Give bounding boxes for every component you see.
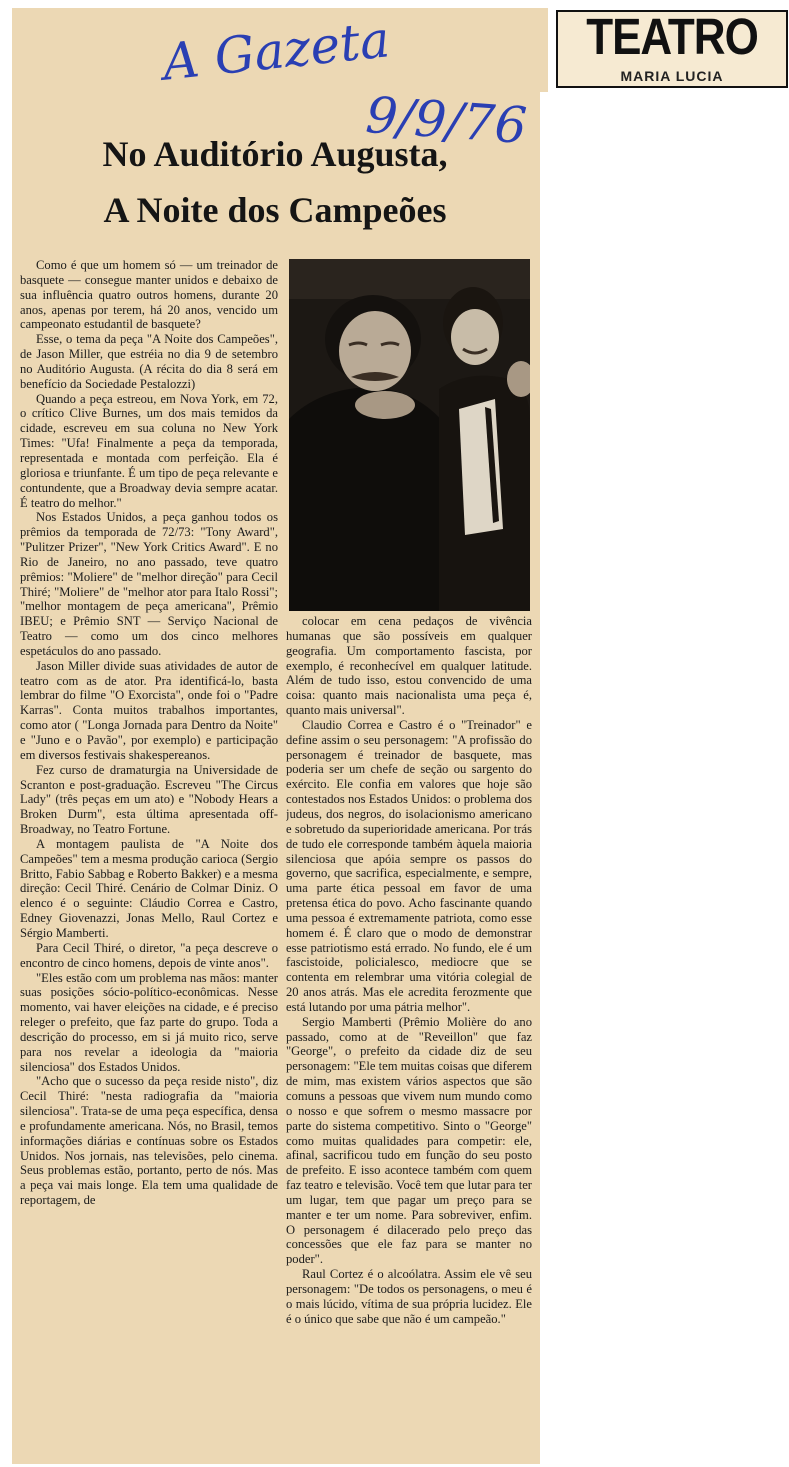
article-paragraph: Jason Miller divide suas atividades de autor de teatro com as de ator. Pra identificá-lo, basta lembrar do filme "O Exorcista", onde foi o "Padre Karras". Conta muitos trabalhos importantes, como ator ( "Longa Jornada para Dentro da Noite" e "Juno e o Pavão", por exemplo) e participação em diversos festivais shakespereanos.: [20, 658, 278, 762]
handwritten-date: 9/9/76: [363, 86, 529, 156]
two-actors-photo: [289, 259, 530, 611]
article-column-right: [286, 614, 532, 1460]
section-title: TEATRO: [586, 9, 758, 66]
section-header: [556, 10, 788, 88]
article-paragraph: Quando a peça estreou, em Nova York, em 72, o crítico Clive Burnes, um dos mais temidos da cidade, escreveu em sua coluna no New York Times: "Ufa! Finalmente a peça da temporada, representada e montada com perfeição. Ela é gloriosa e triunfante. É um tipo de peça relevante e contundente, que a Broadway devia sempre acatar. É teatro do melhor.": [20, 391, 278, 510]
handwritten-newspaper-name: A Gazeta: [160, 10, 393, 92]
article-paragraph: Raul Cortez é o alcoólatra. Assim ele vê seu personagem: "De todos os personagens, o meu é o mais lúcido, vítima de sua própria lucidez. Ele é o único que sabe que não é um campeão.": [286, 1267, 532, 1326]
article-paragraph: Fez curso de dramaturgia na Universidade de Scranton e post-graduação. Escreveu "The Circus Lady" (três peças em um ato) e "Nobody Hears a Broken Durm", esta última apresentada off-Broadway, no Teatro Fortune.: [20, 762, 278, 837]
headline-line-1: No Auditório Augusta,: [102, 134, 448, 174]
clipping-edge: [540, 8, 548, 92]
section-author: MARIA LUCIA: [620, 68, 724, 84]
article-paragraph: A montagem paulista de "A Noite dos Campeões" tem a mesma produção carioca (Sergio Britto, Fabio Sabbag e Roberto Bakker) e a mesma direção: Cecil Thiré. Cenário de Colmar Diniz. O elenco é o seguinte: Cláudio Correa e Castro, Edney Giovenazzi, Jonas Mello, Raul Cortez e Sérgio Mamberti.: [20, 836, 278, 940]
article-paragraph: Claudio Correa e Castro é o "Treinador" e define assim o seu personagem: "A profissão do personagem é treinador de basquete, mas poderia ser um chefe de seção ou sargento do exército. Ele confia em valores que hoje são contestados nos Estados Unidos: o problema dos judeus, dos negros, do isolacionismo americano e sobretudo da superioridade americana. Por trás de tudo ele corresponde também àquela maioria silenciosa que apóia sempre os passos do governo, que sacrifica, especialmente, e sempre, uma parte ética pessoal em favor de uma pretensa ética do povo. Acho fascinante quando uma pessoa é extremamente patriota, como esse homem é. É claro que o modo de demonstrar esse patriotismo está errado. No fundo, ele é um fascistoide, policialesco, mediocre que se contenta em relembrar uma vitória colegial de 20 anos atrás. Mas ele acredita ferozmente que está lutando por uma pátria melhor".: [286, 717, 532, 1014]
article-paragraph: Como é que um homem só — um treinador de basquete — consegue manter unidos e debaixo de sua influência quatro outros homens, durante 20 anos, apenas por terem, há 20 anos, vencido um campeonato estudantil de basquete?: [20, 258, 278, 332]
article-paragraph: Esse, o tema da peça "A Noite dos Campeões", de Jason Miller, que estréia no dia 9 de setembro no Auditório Augusta. (A récita do dia 8 será em benefício da Sociedade Pestalozzi): [20, 332, 278, 391]
article-paragraph: Para Cecil Thiré, o diretor, "a peça descreve o encontro de cinco homens, depois de vinte anos".: [20, 940, 278, 970]
article-paragraph: colocar em cena pedaços de vivência humanas que são possíveis em qualquer geografia. Um comportamento fascista, por exemplo, é reconhecível em qualquer latitude. Além de tudo isso, estou convencido de uma coisa: quanto mais nacionalista uma peça é, quanto mais universal".: [286, 614, 532, 718]
article-column-left: [20, 258, 278, 1458]
article-paragraph: Sergio Mamberti (Prêmio Molière do ano passado, como at de "Reveillon" que faz "George", o prefeito da cidade diz de seu personagem: "Ele tem muitas coisas que diferem de mim, mas existem vários aspectos que são comuns a pessoas que vivem num mundo como o nosso e que sofrem o mesmo massacre por parte do sistema competitivo. Sinto o "George" como muitas qualidades para competir: ele, afinal, sacrificou tudo em função do seu posto de prefeito. E isso acontece também com quem faz teatro e televisão. Você tem que lutar para ter um lugar, tem que pagar um preço para se manter e ter um nome. Para sobreviver, enfim. O personagem é dilacerado pelo preço das concessões que ele faz para se manter no poder".: [286, 1014, 532, 1267]
article-paragraph: Nos Estados Unidos, a peça ganhou todos os prêmios da temporada de 72/73: "Tony Award", "Pulitzer Prizer", "New York Critics Award". E no Rio de Janeiro, no ano passado, teve quatro prêmios: "Moliere" de "melhor direção" para Cecil Thiré; "Moliere" de "melhor ator para Italo Rossi"; "melhor montagem de peça americana", Prêmio IBEU; e Prêmio SNT — Serviço Nacional de Teatro — como um dos cinco melhores espetáculos do ano passado.: [20, 510, 278, 658]
headline-line-2: A Noite dos Campeões: [103, 190, 447, 230]
article-paragraph: "Eles estão com um problema nas mãos: manter suas posições sócio-político-econômicas. Nesse momento, vai haver eleições na cidade, e é preciso releger o prefeito, que faz parte do grupo. Toda a descrição do processo, em si já muito rico, serve para nos revelar a ideologia da "maioria silenciosa" dos Estados Unidos.: [20, 970, 278, 1074]
headline: [40, 126, 510, 238]
article-paragraph: "Acho que o sucesso da peça reside nisto", diz Cecil Thiré: "nesta radiografia da "maioria silenciosa". Trata-se de uma peça específica, densa e profundamente americana. Nós, no Brasil, temos informações diárias e contínuas sobre os Estados Unidos. Nos jornais, nas televisões, pelo cinema. Seus problemas estão, portanto, perto de nós. Mas a peça vai mais longe. Ela tem uma qualidade de reportagem, de: [20, 1074, 278, 1208]
